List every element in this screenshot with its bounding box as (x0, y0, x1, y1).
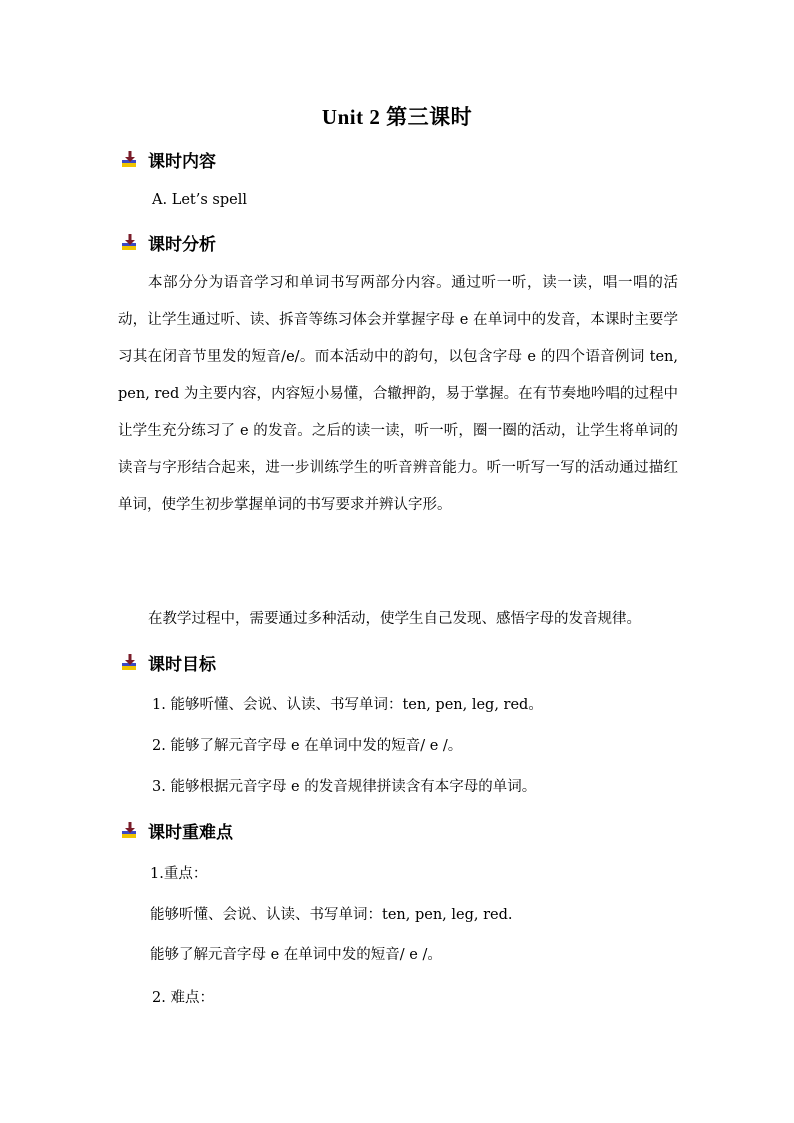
section-marker-icon (120, 652, 140, 672)
section-heading-content (120, 147, 216, 171)
analysis-paragraph-2: 在教学过程中，需要通过多种活动，使学生自己发现、感悟字母的发音规律。 (148, 611, 641, 627)
analysis-paragraph-1: 本部分分为语音学习和单词书写两部分内容。通过听一听，读一读，唱一唱的活动，让学生通过听、读、拆音等练习体会并掌握字母 e 在单词中的发音，本课时主要学习其在闭音节里发的短音/e/。而本活动中的韵句，以包含字母 e 的四个语音例词 ten, pen, red 为主要内容，内容短小易懂，合辙押韵，易于掌握。在有节奏地吟唱的过程中让学生充分练习了 e 的发音。之后的读一读，听一听，圈一圈的活动，让学生将单词的读音与字形结合起来，进一步训练学生的听音辨音能力。听一听写一写的活动通过描红单词，使学生初步掌握单词的书写要求并辨认字形。 (118, 275, 678, 513)
key-item: 能够了解元音字母 e 在单词中发的短音/ e /。 (150, 947, 442, 963)
section-marker-icon (120, 149, 140, 169)
section-heading-text: 课时目标 (148, 654, 216, 675)
section-heading-text: 课时内容 (148, 151, 216, 172)
goal-item: 1. 能够听懂、会说、认读、书写单词：ten, pen, leg, red。 (152, 697, 543, 713)
page-title: Unit 2 第三课时 (321, 105, 473, 129)
section-heading-text: 课时分析 (148, 234, 216, 255)
content-item: A. Let’s spell (152, 192, 247, 208)
section-heading-goals (120, 650, 216, 674)
key-label: 1.重点： (150, 866, 208, 882)
section-heading-text: 课时重难点 (148, 822, 233, 843)
goal-item: 3. 能够根据元音字母 e 的发音规律拼读含有本字母的单词。 (152, 779, 537, 795)
key-item: 能够听懂、会说、认读、书写单词：ten, pen, leg, red. (150, 907, 513, 923)
section-heading-key-points (120, 818, 233, 842)
section-marker-icon (120, 232, 140, 252)
section-marker-icon (120, 820, 140, 840)
difficulty-label: 2. 难点： (152, 990, 214, 1006)
goal-item: 2. 能够了解元音字母 e 在单词中发的短音/ e /。 (152, 738, 463, 754)
section-heading-analysis (120, 230, 216, 254)
